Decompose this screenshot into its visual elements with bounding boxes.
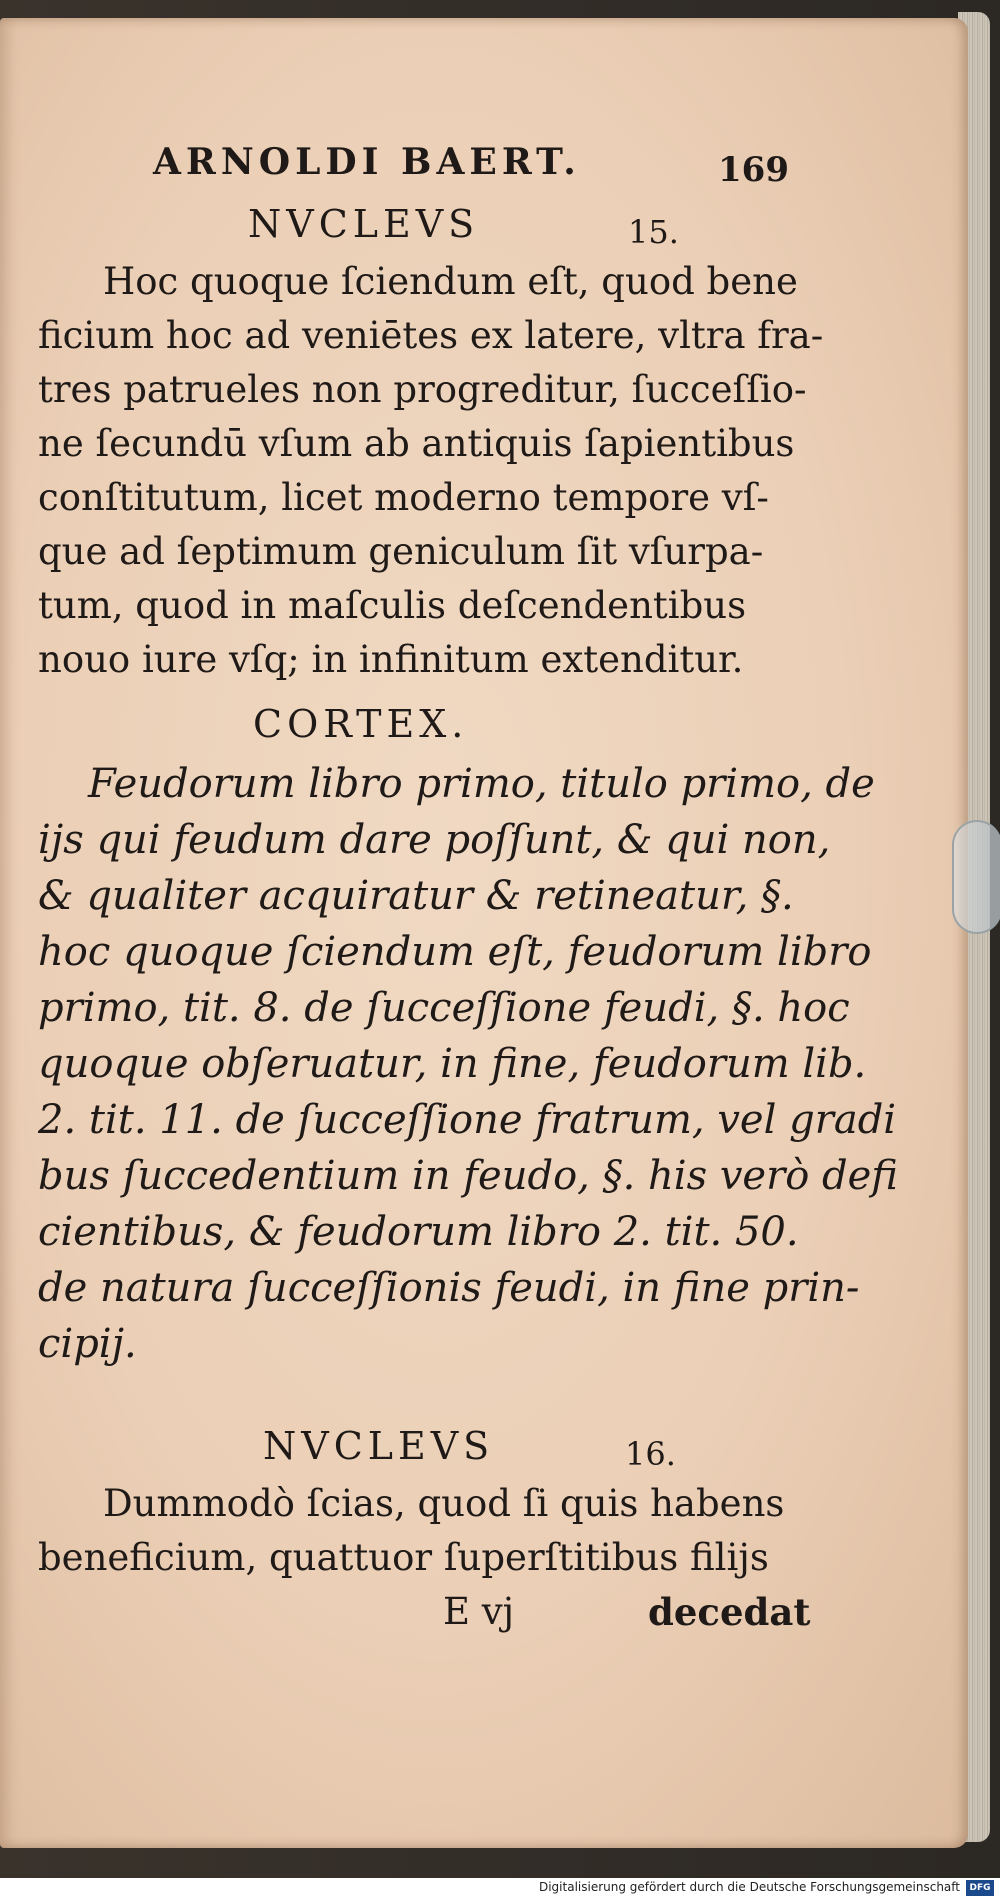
catchword: decedat (648, 1590, 811, 1634)
text-line: tum, quod in maſculis deſcendentibus (38, 584, 747, 627)
page-number: 169 (718, 150, 789, 190)
text-line: nouo iure vſq; in infinitum extenditur. (38, 638, 744, 681)
text-line: de natura ſucceſſionis feudi, in fine prin- (38, 1265, 860, 1311)
nucleus-number: 16. (625, 1435, 676, 1473)
text-line: hoc quoque ſciendum eſt, feudorum libro (38, 929, 872, 975)
running-title: ARNOLDI BAERT. (153, 141, 581, 183)
nucleus-heading: NVCLEVS (248, 202, 480, 246)
scan-credit: Digitalisierung gefördert durch die Deutsche Forschungsgemeinschaft (538, 1880, 960, 1894)
dfg-logo: DFG (966, 1880, 994, 1896)
nucleus-number: 15. (628, 213, 679, 251)
signature-mark: E vj (443, 1590, 515, 1633)
text-line: Feudorum libro primo, titulo primo, de (88, 761, 875, 807)
text-line: primo, tit. 8. de ſucceſſione feudi, §. hoc (38, 985, 850, 1031)
text-line: 2. tit. 11. de ſucceſſione fratrum, vel gradi (38, 1097, 897, 1143)
text-line: quoque obſeruatur, in fine, feudorum lib. (38, 1041, 867, 1087)
text-line: & qualiter acquiratur & retineatur, §. (38, 873, 794, 919)
text-line: ne ſecundū vſum ab antiquis ſapientibus (38, 422, 795, 465)
text-line: ficium hoc ad veniētes ex latere, vltra fra- (38, 314, 824, 357)
text-line: Hoc quoque ſciendum eſt, quod bene (103, 260, 798, 303)
text-line: beneficium, quattuor ſuperſtitibus filijs (38, 1536, 769, 1579)
text-line: tres patrueles non progreditur, ſucceſſio- (38, 368, 807, 411)
page-clip (952, 820, 1000, 934)
text-line: bus ſuccedentium in feudo, §. his verò defi (38, 1153, 898, 1199)
text-line: cientibus, & feudorum libro 2. tit. 50. (38, 1209, 799, 1255)
nucleus-heading: NVCLEVS (263, 1424, 495, 1468)
text-line: cipij. (38, 1321, 137, 1367)
cortex-heading: CORTEX. (253, 702, 469, 746)
text-line: Dummodò ſcias, quod ſi quis habens (103, 1482, 785, 1525)
text-line: conſtitutum, licet moderno tempore vſ- (38, 476, 769, 519)
text-line: que ad ſeptimum geniculum ſit vſurpa- (38, 530, 764, 573)
text-line: ijs qui feudum dare poſſunt, & qui non, (38, 817, 831, 863)
